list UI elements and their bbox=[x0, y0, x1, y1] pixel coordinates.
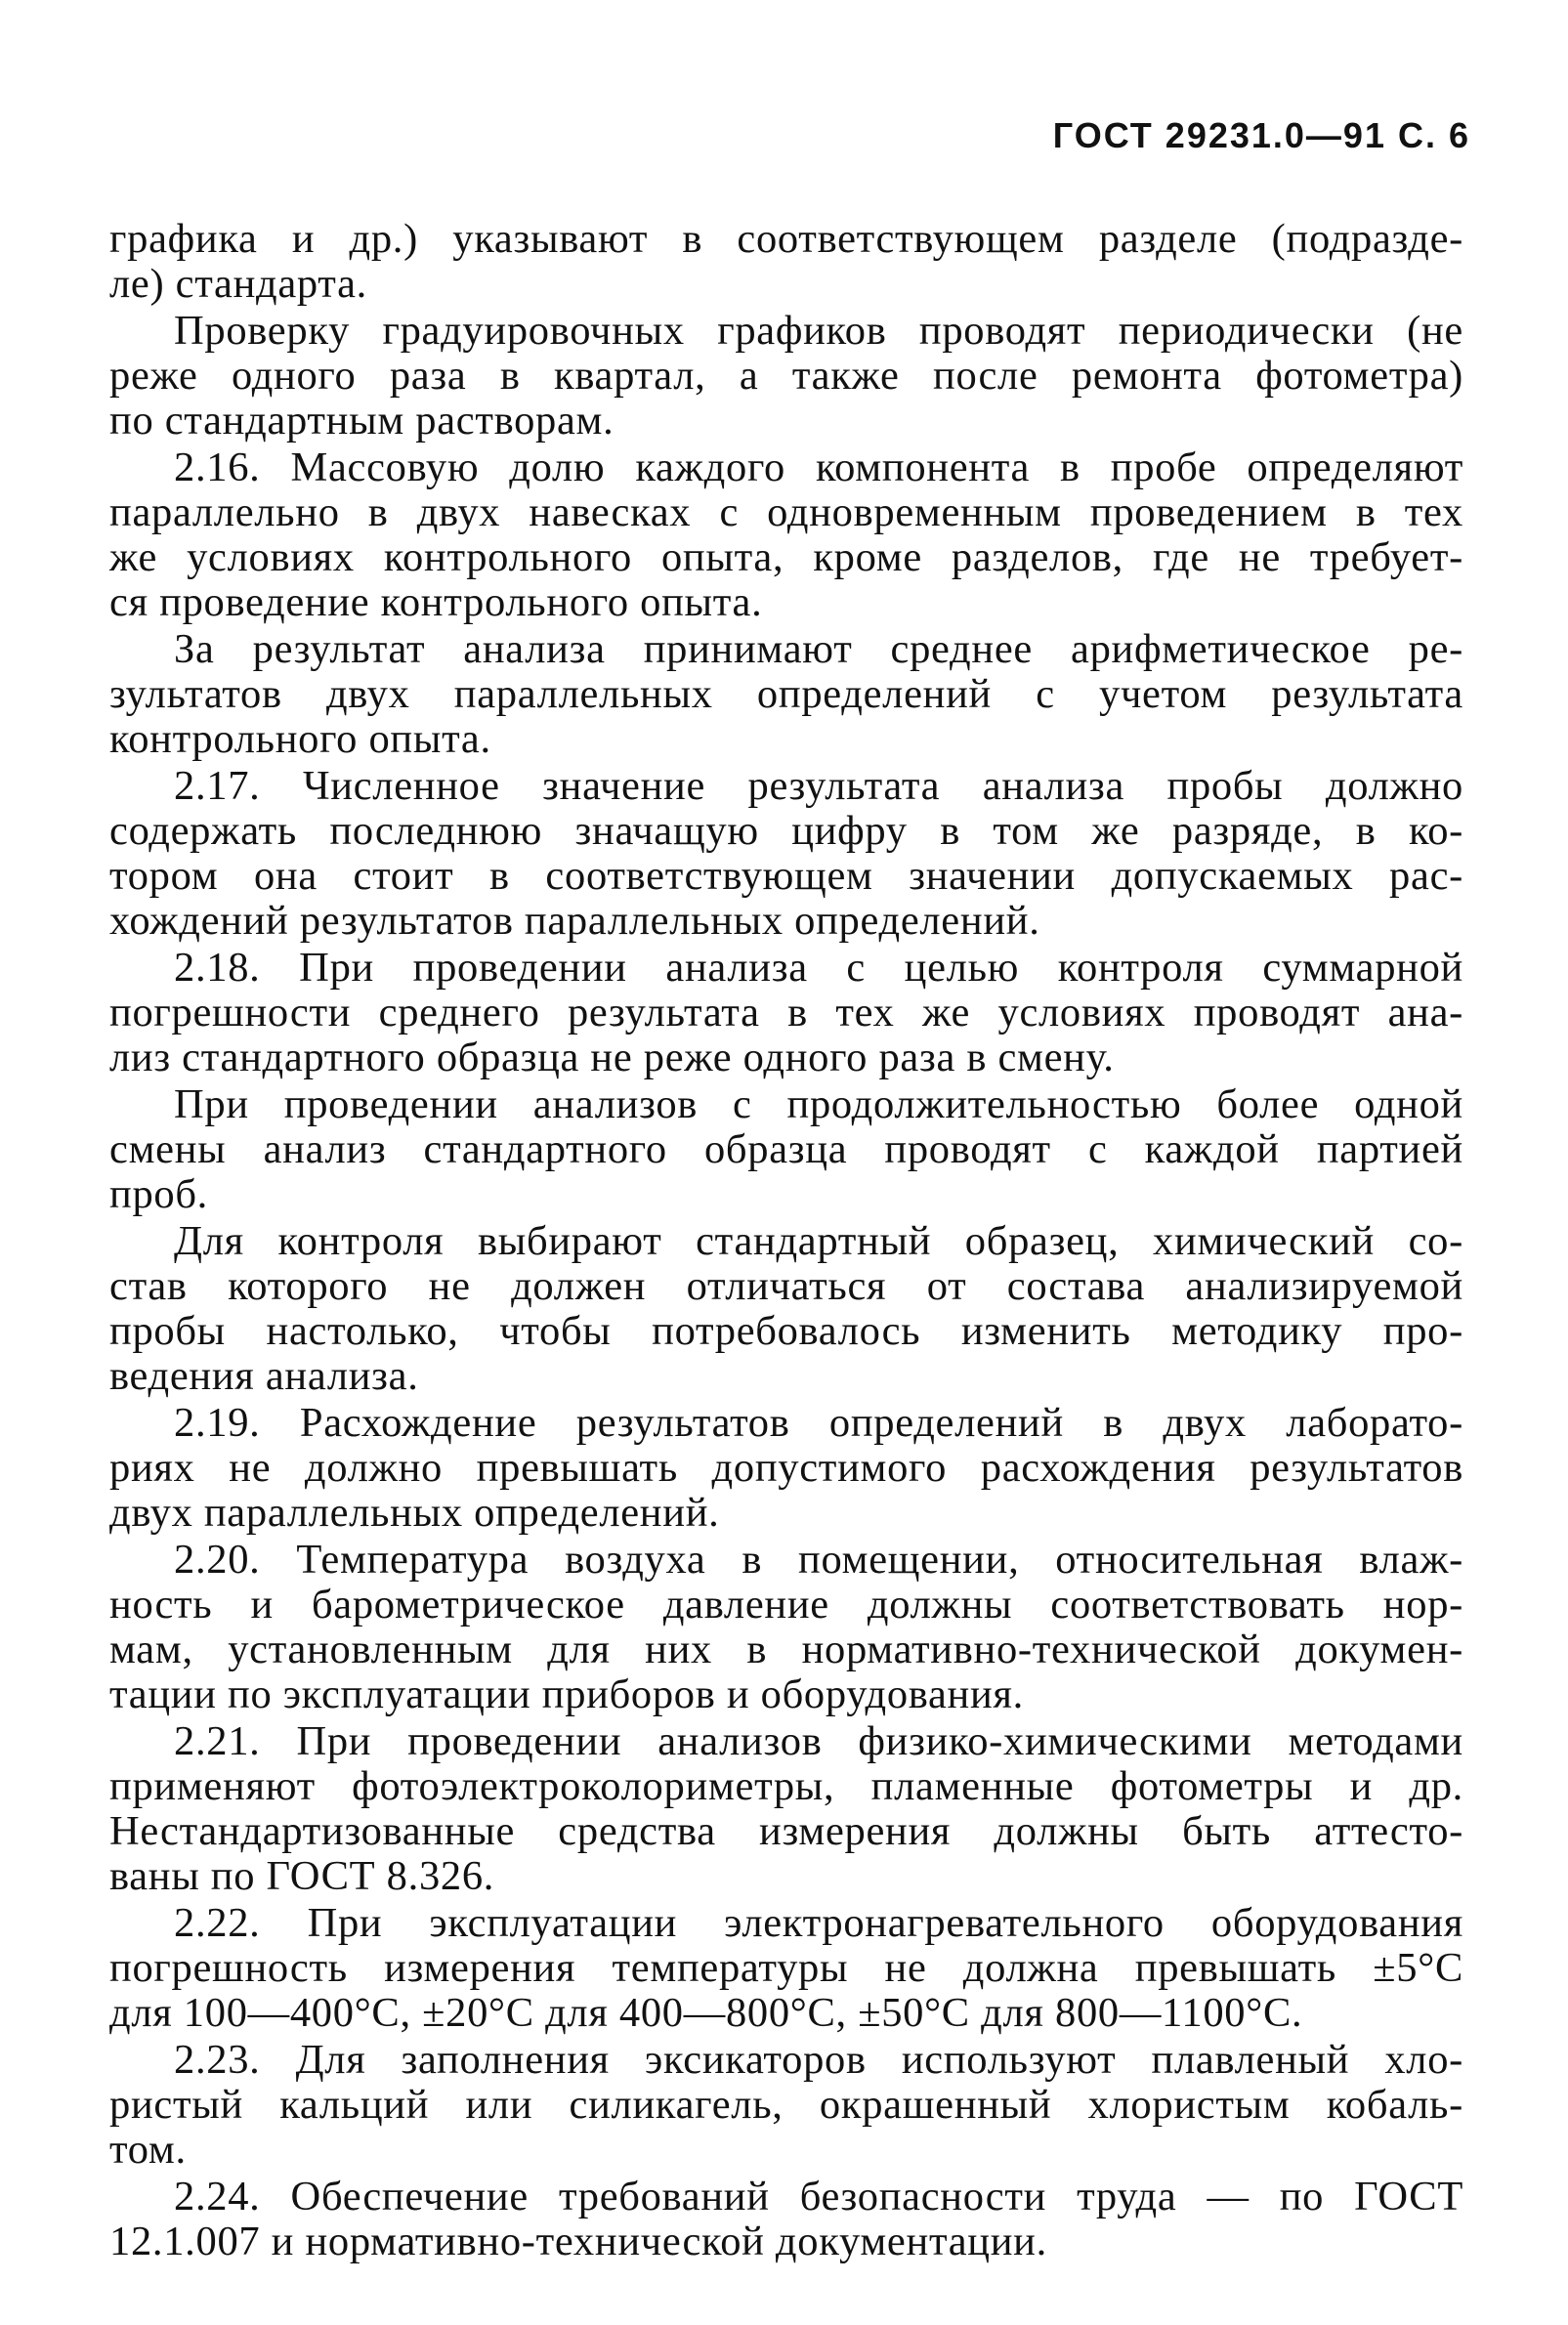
text-line: зультатов двух параллельных определений с учетом результата bbox=[109, 671, 1463, 717]
text-line: ность и барометрическое давление должны соответствовать нор- bbox=[109, 1582, 1463, 1628]
text-line: графика и др.) указывают в соответствующем разделе (подразде- bbox=[109, 216, 1463, 262]
text-line: мам, установленным для них в нормативно-технической докумен- bbox=[109, 1627, 1463, 1672]
text-line: 2.16. Массовую долю каждого компонента в пробе определяют bbox=[174, 444, 1463, 490]
text-line: ле) стандарта. bbox=[109, 261, 367, 307]
text-line: ся проведение контрольного опыта. bbox=[109, 579, 763, 625]
paragraph-2-23 bbox=[109, 2038, 1463, 2173]
document-body bbox=[109, 217, 1463, 2266]
paragraph-2-21 bbox=[109, 1719, 1463, 1899]
text-line: контрольного опыта. bbox=[109, 716, 491, 762]
text-line: погрешность измерения температуры не должна превышать ±5°С bbox=[109, 1945, 1463, 1991]
text-line: 2.19. Расхождение результатов определений в двух лаборато- bbox=[174, 1400, 1463, 1446]
paragraph bbox=[109, 1219, 1463, 1399]
text-line: том. bbox=[109, 2127, 187, 2173]
paragraph bbox=[109, 217, 1463, 307]
text-line: 2.24. Обеспечение требований безопасности труда — по ГОСТ bbox=[174, 2174, 1463, 2219]
paragraph-2-18 bbox=[109, 946, 1463, 1080]
text-line: 2.18. При проведении анализа с целью контроля суммарной bbox=[174, 945, 1463, 991]
text-line: смены анализ стандартного образца проводят с каждой партией bbox=[109, 1126, 1463, 1172]
paragraph bbox=[109, 627, 1463, 762]
text-line: пробы настолько, чтобы потребовалось изменить методику про- bbox=[109, 1308, 1463, 1354]
text-line: двух параллельных определений. bbox=[109, 1490, 720, 1536]
text-line: применяют фотоэлектроколориметры, пламенные фотометры и др. bbox=[109, 1763, 1463, 1809]
text-line: 2.22. При эксплуатации электронагревательного оборудования bbox=[174, 1900, 1463, 1946]
text-line: содержать последнюю значащую цифру в том же разряде, в ко- bbox=[109, 808, 1463, 854]
text-line: тором она стоит в соответствующем значении допускаемых рас- bbox=[109, 853, 1463, 899]
text-line: ристый кальций или силикагель, окрашенный хлористым кобаль- bbox=[109, 2082, 1463, 2128]
paragraph bbox=[109, 309, 1463, 444]
paragraph-2-22 bbox=[109, 1901, 1463, 2036]
text-line: 2.21. При проведении анализов физико-химическими методами bbox=[174, 1718, 1463, 1764]
text-line: 2.20. Температура воздуха в помещении, относительная влаж- bbox=[174, 1537, 1463, 1583]
text-line: 2.23. Для заполнения эксикаторов используют плавленый хло- bbox=[174, 2037, 1463, 2083]
text-line: 12.1.007 и нормативно-технической документации. bbox=[109, 2219, 1047, 2264]
paragraph-2-24 bbox=[109, 2175, 1463, 2264]
text-line: проб. bbox=[109, 1171, 208, 1217]
text-line: За результат анализа принимают среднее арифметическое ре- bbox=[174, 626, 1463, 672]
text-line: При проведении анализов с продолжительностью более одной bbox=[174, 1081, 1463, 1127]
paragraph-2-19 bbox=[109, 1401, 1463, 1536]
text-line: реже одного раза в квартал, а также после ремонта фотометра) bbox=[109, 353, 1463, 399]
text-line: параллельно в двух навесках с одновременным проведением в тех bbox=[109, 489, 1463, 535]
text-line: для 100—400°С, ±20°С для 400—800°С, ±50°С для 800—1100°С. bbox=[109, 1990, 1303, 2036]
text-line: риях не должно превышать допустимого расхождения результатов bbox=[109, 1445, 1463, 1491]
text-line: ваны по ГОСТ 8.326. bbox=[109, 1853, 495, 1899]
paragraph bbox=[109, 1082, 1463, 1217]
text-line: Нестандартизованные средства измерения должны быть аттесто- bbox=[109, 1808, 1463, 1854]
paragraph-2-17 bbox=[109, 764, 1463, 944]
text-line: ведения анализа. bbox=[109, 1353, 419, 1399]
text-line: хождений результатов параллельных определений. bbox=[109, 898, 1040, 944]
text-line: погрешности среднего результата в тех же условиях проводят ана- bbox=[109, 990, 1463, 1036]
text-line: Для контроля выбирают стандартный образец, химический со- bbox=[174, 1218, 1463, 1264]
text-line: Проверку градуировочных графиков проводят периодически (не bbox=[174, 308, 1463, 354]
text-line: по стандартным растворам. bbox=[109, 398, 614, 444]
text-line: же условиях контрольного опыта, кроме разделов, где не требует- bbox=[109, 534, 1463, 580]
text-line: тации по эксплуатации приборов и оборудования. bbox=[109, 1671, 1025, 1717]
page-header: ГОСТ 29231.0—91 С. 6 bbox=[1052, 115, 1470, 155]
text-line: 2.17. Численное значение результата анализа пробы должно bbox=[174, 763, 1463, 809]
paragraph-2-20 bbox=[109, 1538, 1463, 1717]
text-line: лиз стандартного образца не реже одного раза в смену. bbox=[109, 1035, 1115, 1080]
text-line: став которого не должен отличаться от состава анализируемой bbox=[109, 1263, 1463, 1309]
paragraph-2-16 bbox=[109, 445, 1463, 625]
